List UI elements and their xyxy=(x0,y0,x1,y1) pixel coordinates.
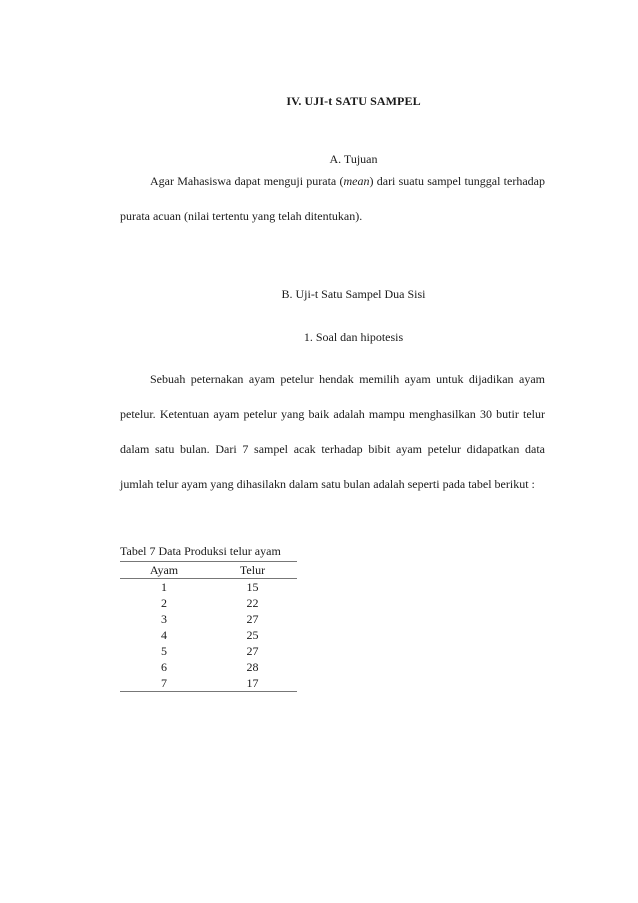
table-cell: 4 xyxy=(161,628,167,642)
table-cell: 22 xyxy=(246,596,259,610)
section-b-heading: B. Uji-t Satu Sampel Dua Sisi xyxy=(281,287,426,301)
table-cell: 6 xyxy=(161,660,167,674)
table-cell: 27 xyxy=(246,612,259,626)
section-b-paragraph-text: Sebuah peternakan ayam petelur hendak memilih ayam untuk dijadikan ayam petelur. Ketentuan ayam petelur yang baik adalah mampu menghasilkan 30 butir telur dalam satu bulan. Dari 7 sampel acak terhadap bibit ayam petelur didapatkan data jumlah telur ayam yang dihasilakn dalam satu bulan adalah seperti pada tabel berikut : xyxy=(120,372,545,491)
table-cell: 3 xyxy=(161,612,167,626)
table-caption: Tabel 7 Data Produksi telur ayam xyxy=(120,544,281,558)
table-row xyxy=(120,627,297,643)
table-row xyxy=(120,659,297,675)
section-b-subheading: 1. Soal dan hipotesis xyxy=(303,330,404,344)
section-a-text-italic: mean xyxy=(343,174,370,188)
column-header-telur: Telur xyxy=(208,562,297,579)
section-a-text-after: ) dari suatu sampel tunggal terhadap purata acuan (nilai tertentu yang telah ditentukan). xyxy=(120,174,545,223)
data-table xyxy=(120,561,297,692)
table-cell: 28 xyxy=(246,660,259,674)
table-cell: 17 xyxy=(208,675,297,692)
table-row xyxy=(120,675,297,692)
table-row xyxy=(120,579,297,596)
section-b-paragraph xyxy=(120,362,545,502)
table-row xyxy=(120,595,297,611)
table-cell: 7 xyxy=(120,675,208,692)
table-cell: 5 xyxy=(161,644,167,658)
table-cell: 25 xyxy=(246,628,259,642)
table-cell: 1 xyxy=(161,580,167,594)
table-cell: 2 xyxy=(161,596,167,610)
table-header-row xyxy=(120,562,297,579)
table-cell: 27 xyxy=(246,644,259,658)
section-a-text-before: Agar Mahasiswa dapat menguji purata ( xyxy=(150,174,344,188)
table-cell: 15 xyxy=(246,580,259,594)
chapter-title: IV. UJI-t SATU SAMPEL xyxy=(286,94,421,108)
column-header-ayam: Ayam xyxy=(120,562,208,579)
section-a-paragraph xyxy=(120,164,545,234)
section-a-heading: A. Tujuan xyxy=(329,152,378,166)
table-row xyxy=(120,611,297,627)
table-row xyxy=(120,643,297,659)
